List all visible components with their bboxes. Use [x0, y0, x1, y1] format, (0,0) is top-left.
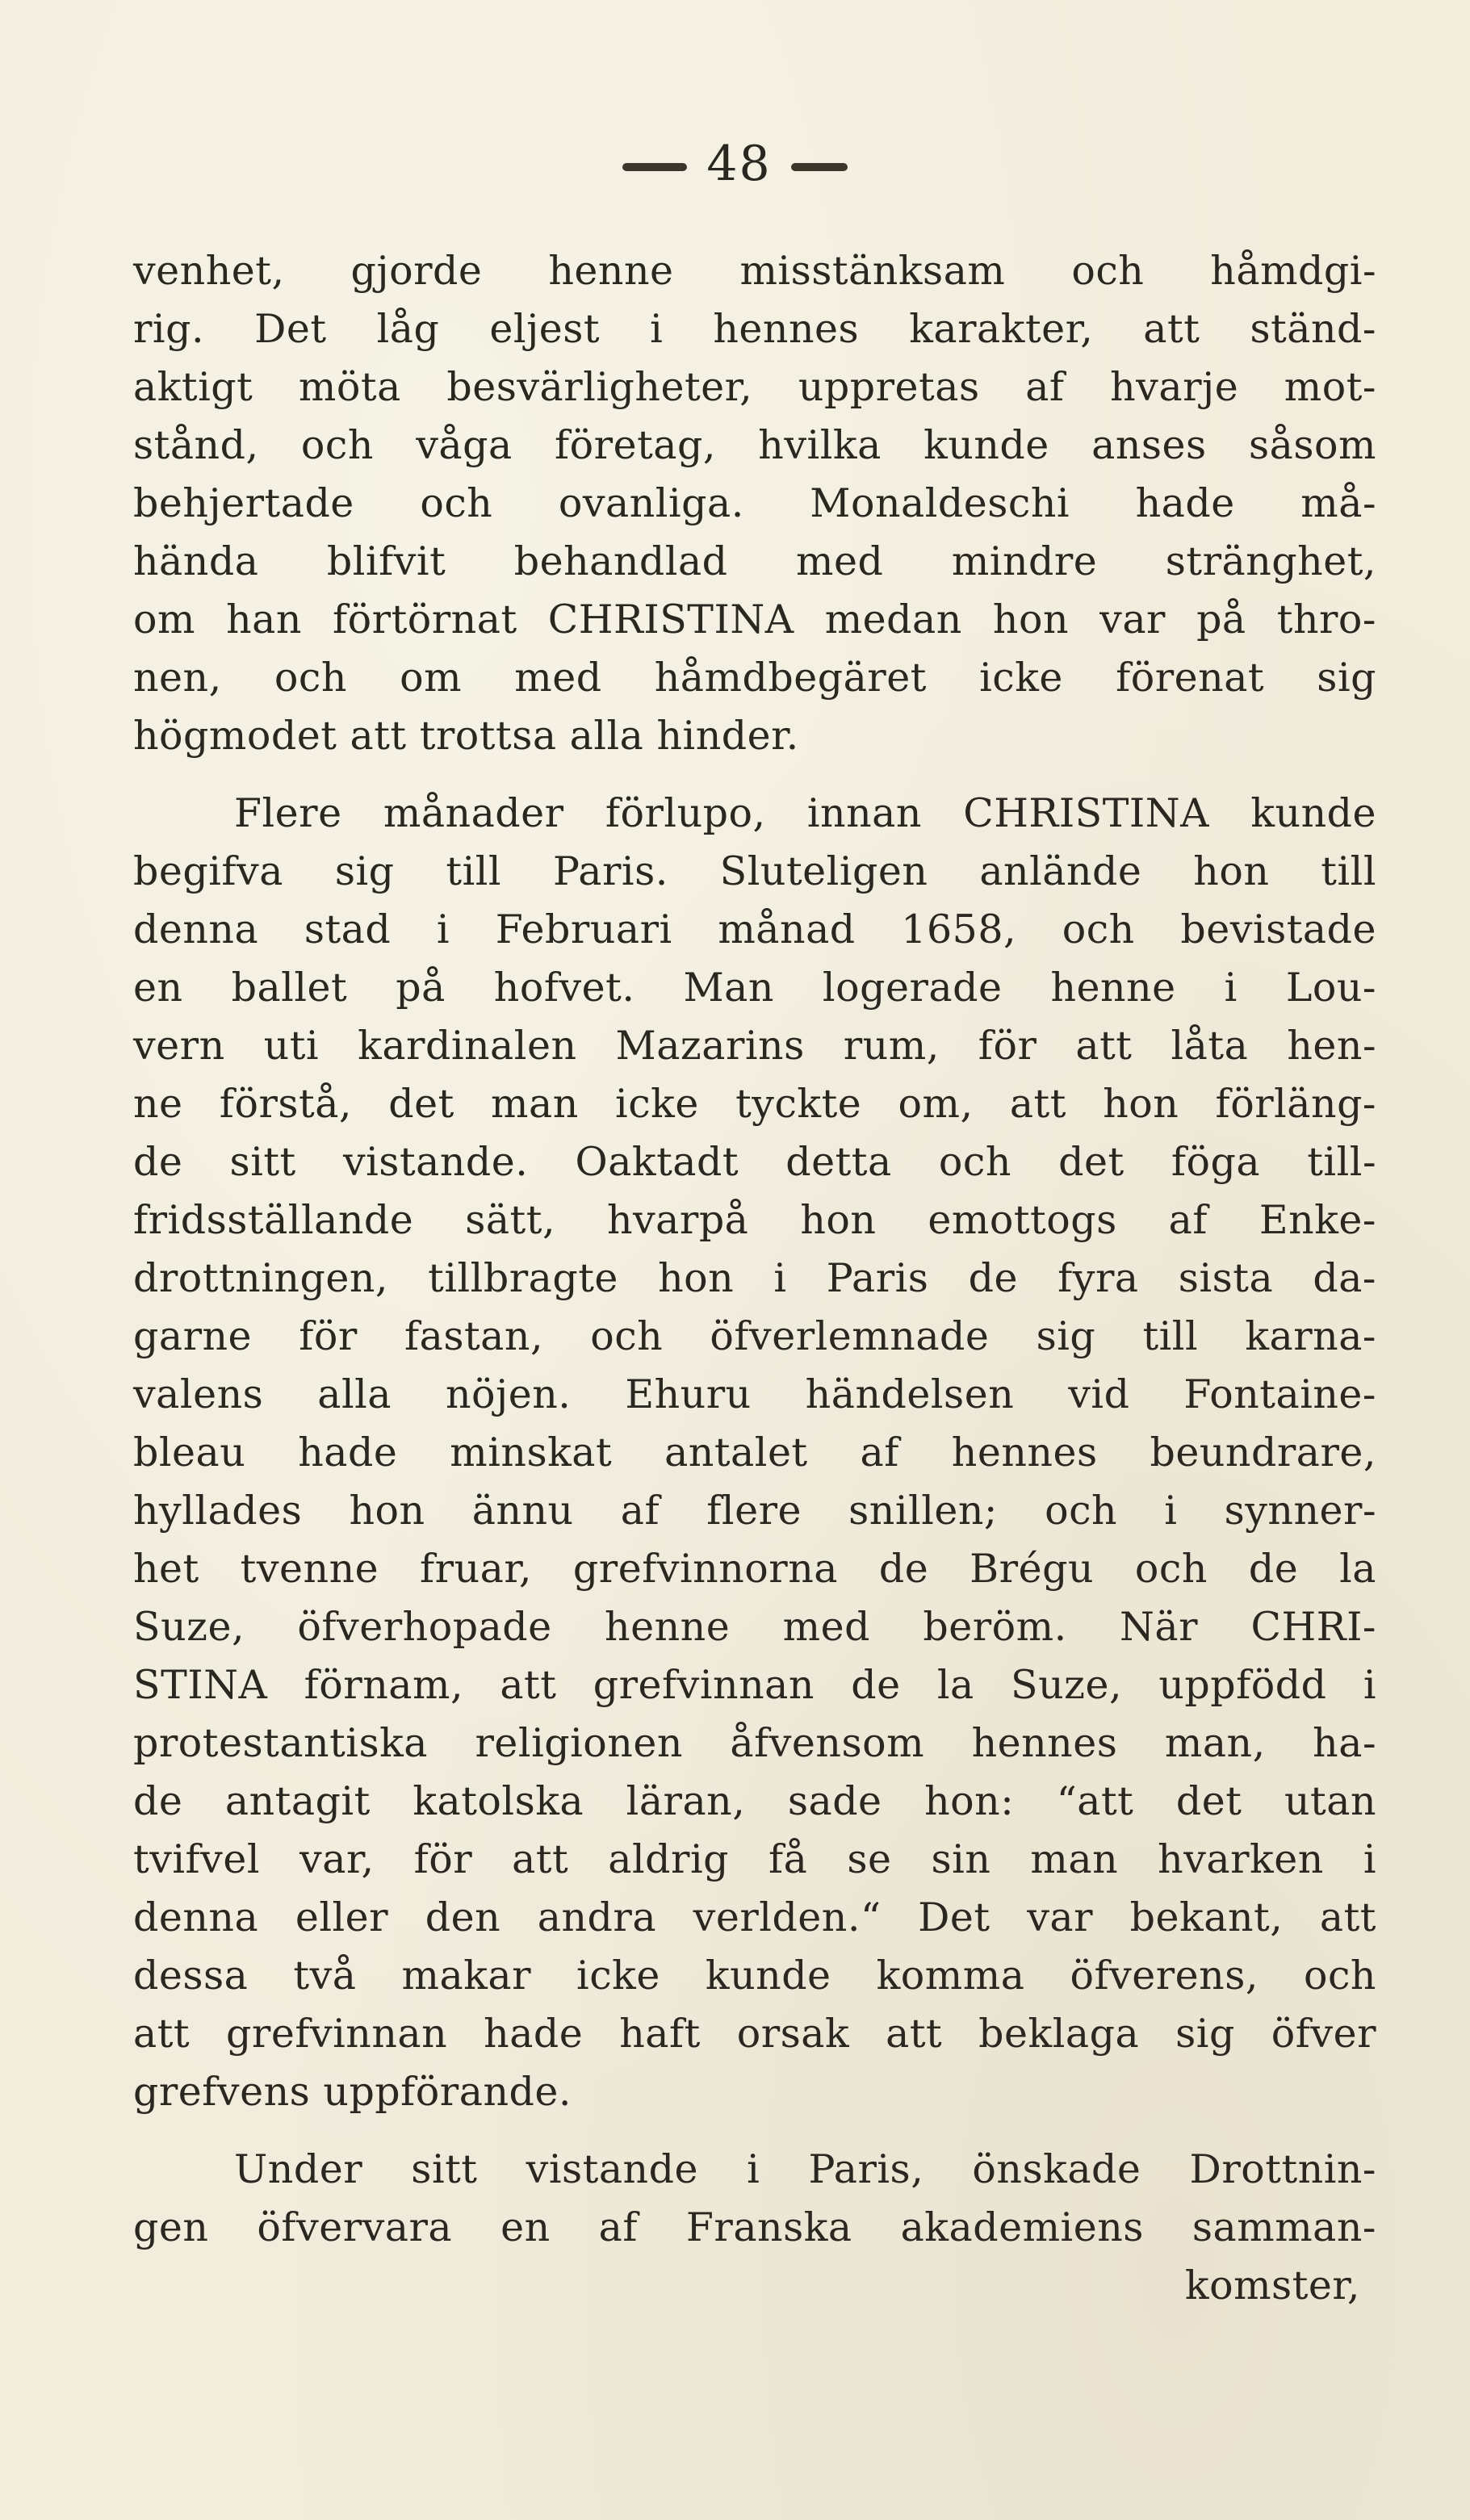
text-line: en ballet på hofvet. Man logerade henne i Lou- — [133, 965, 1376, 1011]
paragraph-start: Under sitt vistande i Paris, önskade Drottnin- — [234, 2146, 1376, 2192]
text-line: att grefvinnan hade haft orsak att beklaga sig öfver — [133, 2011, 1376, 2057]
text-line: drottningen, tillbragte hon i Paris de fyra sista da- — [133, 1255, 1376, 1301]
text-line: de antagit katolska läran, sade hon: “att det utan — [133, 1778, 1376, 1824]
text-line: tvifvel var, för att aldrig få se sin man hvarken i — [133, 1836, 1376, 1882]
catchword: komster, — [1184, 2263, 1360, 2309]
text-line: stånd, och våga företag, hvilka kunde anses såsom — [133, 422, 1376, 468]
text-line: denna stad i Februari månad 1658, och bevistade — [133, 906, 1376, 952]
page-number: 48 — [706, 136, 772, 192]
text-line: behjertade och ovanliga. Monaldeschi hade må- — [133, 480, 1376, 526]
text-line: aktigt möta besvärligheter, uppretas af hvarje mot- — [133, 364, 1376, 410]
text-line: fridsställande sätt, hvarpå hon emottogs af Enke- — [133, 1197, 1376, 1243]
text-line: högmodet att trottsa alla hinder. — [133, 713, 799, 759]
text-line: Suze, öfverhopade henne med beröm. När CHRI- — [133, 1604, 1376, 1650]
page-header — [0, 136, 1470, 192]
text-line: begifva sig till Paris. Sluteligen anlände hon till — [133, 848, 1376, 894]
text-line: hyllades hon ännu af flere snillen; och i synner- — [133, 1488, 1376, 1534]
text-line: grefvens uppförande. — [133, 2069, 572, 2115]
text-line: gen öfvervara en af Franska akademiens samman- — [133, 2204, 1376, 2250]
text-line: rig. Det låg eljest i hennes karakter, att ständ- — [133, 306, 1376, 352]
text-line: om han förtörnat CHRISTINA medan hon var på thro- — [133, 597, 1376, 643]
body-text — [133, 242, 1376, 2315]
text-line: denna eller den andra verlden.“ Det var bekant, att — [133, 1894, 1376, 1940]
text-line: het tvenne fruar, grefvinnorna de Brégu och de la — [133, 1546, 1376, 1592]
header-ornament-right — [791, 163, 848, 171]
text-line: venhet, gjorde henne misstänksam och håmdgi- — [133, 248, 1376, 294]
text-line: vern uti kardinalen Mazarins rum, för att låta hen- — [133, 1023, 1376, 1069]
text-line: hända blifvit behandlad med mindre stränghet, — [133, 538, 1376, 584]
text-line: ne förstå, det man icke tyckte om, att hon förläng- — [133, 1081, 1376, 1127]
text-line: STINA förnam, att grefvinnan de la Suze, uppfödd i — [133, 1662, 1376, 1708]
text-line: de sitt vistande. Oaktadt detta och det föga till- — [133, 1139, 1376, 1185]
text-line: dessa två makar icke kunde komma öfverens, och — [133, 1953, 1376, 1999]
text-line: valens alla nöjen. Ehuru händelsen vid Fontaine- — [133, 1371, 1376, 1417]
text-line: protestantiska religionen åfvensom hennes man, ha- — [133, 1720, 1376, 1766]
text-line: garne för fastan, och öfverlemnade sig till karna- — [133, 1313, 1376, 1359]
paragraph-start: Flere månader förlupo, innan CHRISTINA kunde — [234, 790, 1376, 836]
header-ornament-left — [622, 163, 687, 171]
text-line: nen, och om med håmdbegäret icke förenat sig — [133, 655, 1376, 701]
text-line: bleau hade minskat antalet af hennes beundrare, — [133, 1430, 1376, 1476]
